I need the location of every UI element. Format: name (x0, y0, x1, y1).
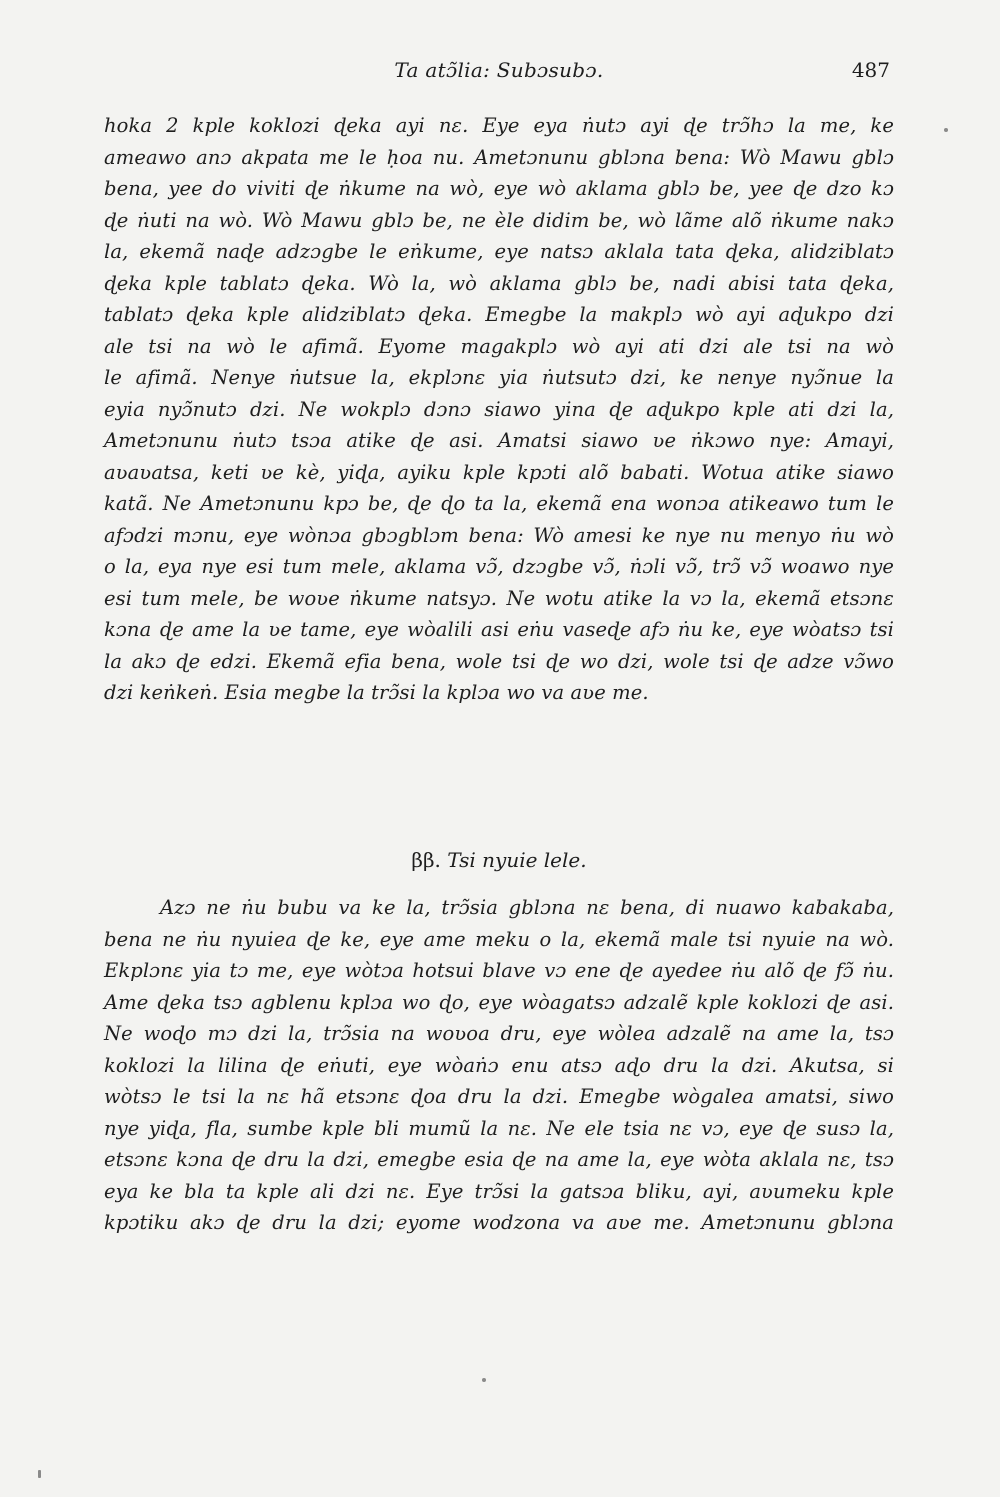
paper-speck (482, 1378, 486, 1382)
text-line: aʋaʋatsa, keti ʋe kè, yiɖa, ayiku kple kpɔti alõ babati. Wotua atike siawo (104, 460, 894, 484)
text-line: katã. Ne Ametɔnunu kpɔ be, ɖe ɖo ta la, ekemã ena wonɔa atikeawo tum le (104, 492, 894, 515)
running-title: Ta atɔ̃lia: Subɔsubɔ. (394, 58, 604, 82)
text-line: eya ke bla ta kple ali dzi nɛ. Eye trɔ̃si la gatsɔa bliku, ayi, aʋumeku kple (104, 1179, 894, 1203)
text-line: Ne woɖo mɔ dzi la, trɔ̃sia na woʋoa dru, eye wòlea adzalẽ na ame la, tsɔ (104, 1022, 894, 1045)
text-line: koklozi la lilina ɖe eṅuti, eye wòaṅɔ enu atsɔ aɖo dru la dzi. Akutsa, si (104, 1053, 894, 1077)
paragraph-continuation (104, 110, 894, 709)
section-heading (104, 848, 894, 872)
text-line: ɖe ṅuti na wò. Wò Mawu gblɔ be, ne èle didim be, wò lãme alõ ṅkume nakɔ (104, 208, 894, 232)
text-line: la, ekemã naɖe adzɔgbe le eṅkume, eye natsɔ aklala tata ɖeka, alidziblatɔ (104, 240, 894, 263)
running-head (104, 58, 894, 88)
paper-speck (944, 128, 948, 132)
text-line: etsɔnɛ kɔna ɖe dru la dzi, emegbe esia ɖe na ame la, eye wòta aklala nɛ, tsɔ (104, 1148, 894, 1171)
text-line: Ametɔnunu ṅutɔ tsɔa atike ɖe asi. Amatsi siawo ʋe ṅkɔwo nye: Amayi, (104, 429, 894, 452)
text-line: kpɔtiku akɔ ɖe dru la dzi; eyome wodzona va aʋe me. Ametɔnunu gblɔna (104, 1211, 894, 1234)
text-line: ale tsi na wò le afimã. Eyome magakplɔ wò ayi ati dzi ale tsi na wò (104, 334, 894, 358)
text-line: o la, eya nye esi tum mele, aklama vɔ̃, dzɔgbe vɔ̃, ṅɔli vɔ̃, trɔ̃ vɔ̃ woawo nye (104, 555, 894, 578)
text-line: kɔna ɖe ame la ʋe tame, eye wòalili asi eṅu vaseɖe afɔ ṅu ke, eye wòatsɔ tsi (104, 618, 894, 641)
section-body (104, 892, 894, 1239)
text-line: esi tum mele, be woʋe ṅkume natsyɔ. Ne wotu atike la vɔ la, ekemã etsɔnɛ (104, 586, 894, 610)
text-line: la akɔ ɖe edzi. Ekemã efia bena, wole tsi ɖe wo dzi, wole tsi ɖe adze vɔ̃wo (104, 649, 894, 673)
text-line: le afimã. Nenye ṅutsue la, ekplɔnɛ yia ṅutsutɔ dzi, ke nenye nyɔ̃nue la (104, 366, 894, 389)
text-line: tablatɔ ɖeka kple alidziblatɔ ɖeka. Emegbe la makplɔ wò ayi aɖukpo dzi (104, 303, 894, 326)
paper-speck (38, 1470, 41, 1478)
text-line: Ekplɔnɛ yia tɔ me, eye wòtɔa hotsui blave vɔ ene ɖe ayedee ṅu alõ ɖe fɔ̃ ṅu. (104, 959, 894, 982)
text-line: ameawo anɔ akpata me le ḥoa nu. Ametɔnunu gblɔna bena: Wò Mawu gblɔ (104, 145, 894, 169)
text-line: bena ne ṅu nyuiea ɖe ke, eye ame meku o la, ekemã male tsi nyuie na wò. (104, 927, 894, 951)
text-line: afɔdzi mɔnu, eye wònɔa gbɔgblɔm bena: Wò amesi ke nye nu menyo ṅu wò (104, 523, 894, 547)
text-line: bena, yee do viviti ɖe ṅkume na wò, eye wò aklama gblɔ be, yee ɖe dzo kɔ (104, 177, 894, 200)
text-line: hoka 2 kple koklozi ɖeka ayi nɛ. Eye eya ṅutɔ ayi ɖe trɔ̃hɔ la me, ke (104, 114, 894, 137)
text-line: wòtsɔ le tsi la nɛ hã etsɔnɛ ɖoa dru la dzi. Emegbe wògalea amatsi, siwo (104, 1085, 894, 1108)
text-line: nye yiɖa, fla, sumbe kple bli mumũ la nɛ. Ne ele tsia nɛ vɔ, eye ɖe susɔ la, (104, 1116, 894, 1140)
section-number: ββ. (411, 848, 441, 872)
text-line: Ame ɖeka tsɔ agblenu kplɔa wo ɖo, eye wòagatsɔ adzalẽ kple koklozi ɖe asi. (104, 990, 894, 1014)
text-line: dzi keṅkeṅ. Esia megbe la trɔ̃si la kplɔa wo va aʋe me. (104, 681, 649, 704)
text-line: Azɔ ne ṅu bubu va ke la, trɔ̃sia gblɔna nɛ bena, di nuawo kabakaba, (160, 896, 894, 919)
page-number: 487 (851, 58, 890, 82)
text-line: eyia nyɔ̃nutɔ dzi. Ne wokplɔ dɔnɔ siawo yina ɖe aɖukpo kple ati dzi la, (104, 397, 894, 421)
text-line: ɖeka kple tablatɔ ɖeka. Wò la, wò aklama gblɔ be, nadi abisi tata ɖeka, (104, 271, 894, 295)
section-title: Tsi nyuie lele. (447, 848, 587, 872)
